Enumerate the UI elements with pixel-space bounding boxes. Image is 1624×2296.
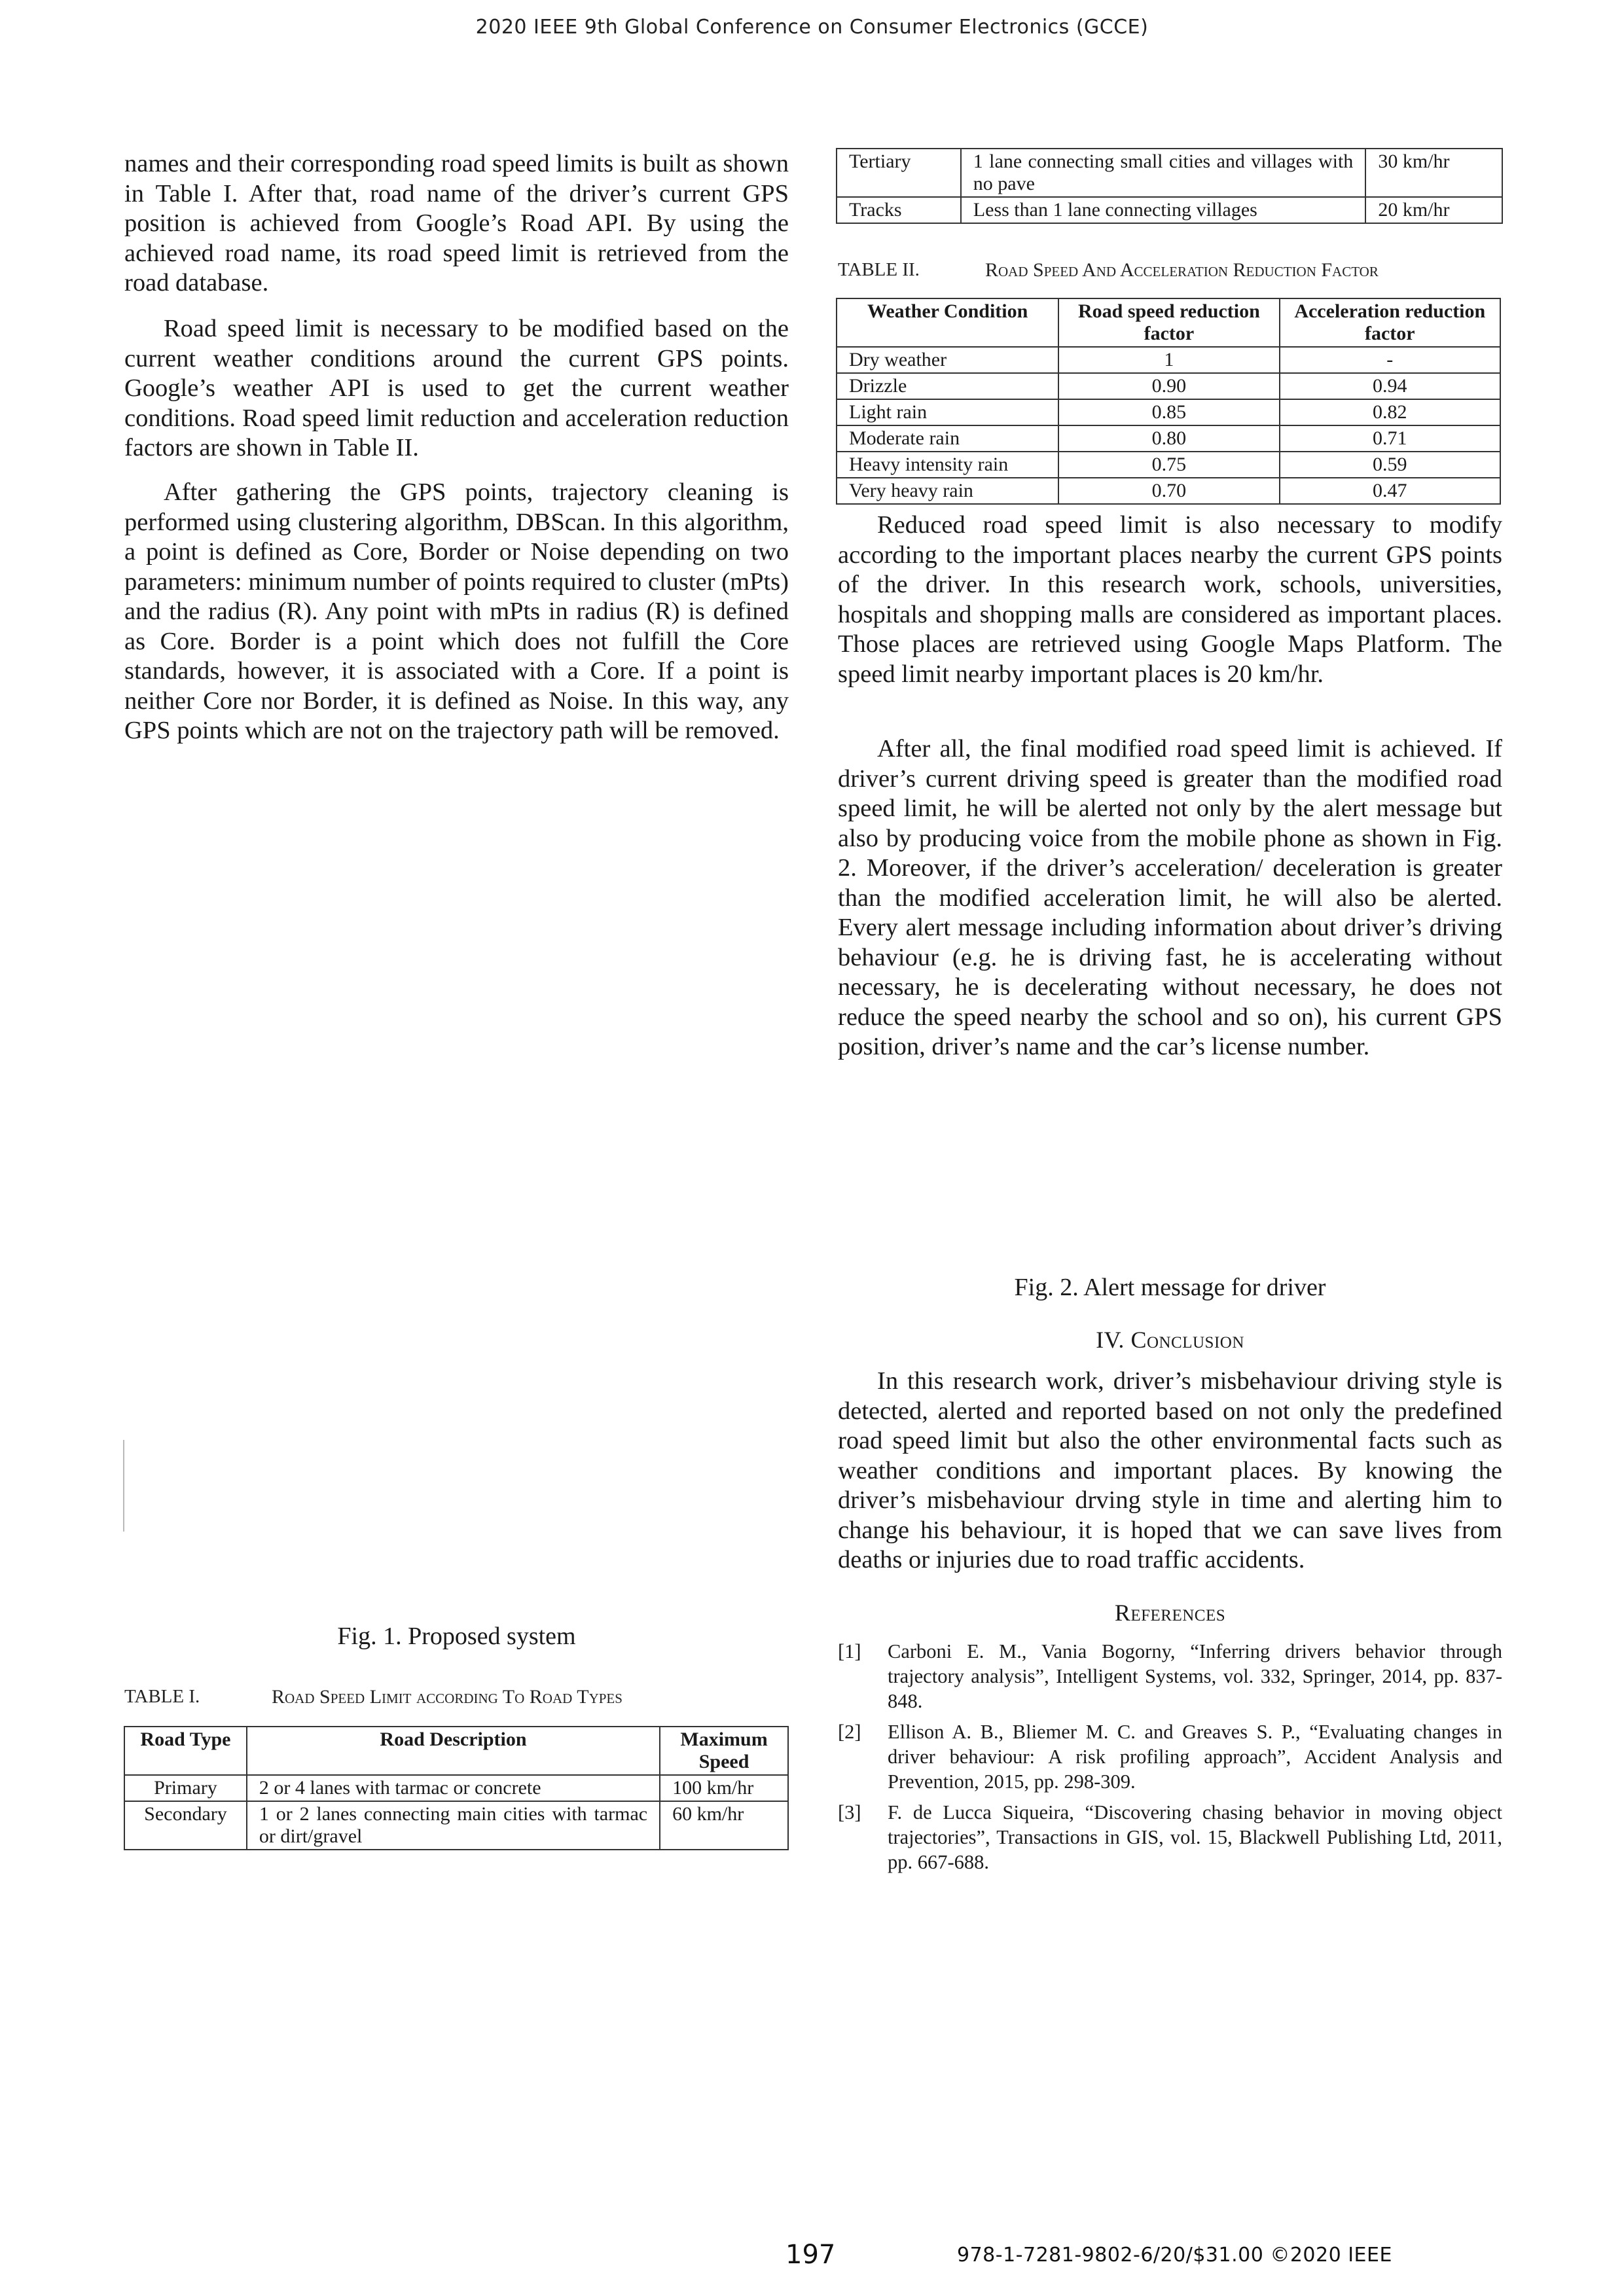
reference-item [838,1719,1502,1795]
left-paragraph-3: After gathering the GPS points, trajectory cleaning is performed using clustering algorithm, DBScan. In this algorithm, a point is defined as Core, Border or Noise depending on two parameters: minimum number of points required to cluster (mPts) and the radius (R). Any point with mPts in radius (R) is defined as Core. Border is a point which does not fulfill the Core standards, however, it is associated with a Core. If a point is neither Core nor Border, it is defined as Noise. In this way, any GPS points which are not on the trajectory path will be removed. [124,478,789,744]
reference-number: [2] [838,1721,861,1743]
table-header-cell: Acceleration reduction factor [1280,298,1500,347]
conference-header: 2020 IEEE 9th Global Conference on Consumer Electronics (GCCE) [475,16,1149,39]
table-header-cell: Road speed reduction factor [1058,298,1279,347]
table-cell: 0.71 [1280,425,1500,452]
table-cell: Tracks [837,197,961,223]
figure-2-caption: Fig. 2. Alert message for driver [1014,1274,1326,1301]
figure-1-caption: Fig. 1. Proposed system [337,1623,576,1650]
table-cell: Moderate rain [837,425,1058,452]
table-cell: Very heavy rain [837,478,1058,504]
figure-1-edge [123,1440,124,1532]
table-cell: Primary [124,1775,247,1801]
table-cell: 0.82 [1280,399,1500,425]
table-row [124,1801,788,1850]
reference-number: [3] [838,1801,861,1823]
table-2 [836,298,1501,505]
table-cell: 20 km/hr [1365,197,1502,223]
table-row [837,347,1500,373]
left-paragraph-2: Road speed limit is necessary to be modified based on the current weather conditions around the current GPS points. Google’s weather API is used to get the current weather conditions. Road speed limit reduction and acceleration reduction factors are shown in Table II. [124,315,789,461]
right-paragraph-1: Reduced road speed limit is also necessary to modify according to the important places nearby the current GPS points of the driver. In this research work, schools, universities, hospitals and shopping malls are considered as important places. Those places are retrieved using Google Maps Platform. The speed limit nearby important places is 20 km/hr. [838,511,1502,688]
table-cell: 0.59 [1280,452,1500,478]
table-row [837,425,1500,452]
table-cell: - [1280,347,1500,373]
table-cell: 100 km/hr [660,1775,788,1801]
reference-item [838,1800,1502,1875]
table-row [837,149,1502,197]
table-2-label: TABLE II. [838,259,920,280]
table-cell: Light rain [837,399,1058,425]
table-1-part-a [124,1726,789,1850]
table-cell: 2 or 4 lanes with tarmac or concrete [247,1775,660,1801]
table-cell: 0.75 [1058,452,1279,478]
table-cell: Tertiary [837,149,961,197]
conclusion-heading [838,1326,1502,1354]
table-row [837,452,1500,478]
table-row [837,373,1500,399]
table-cell: Heavy intensity rain [837,452,1058,478]
table-cell: Secondary [124,1801,247,1850]
table-header-cell: Weather Condition [837,298,1058,347]
table-row [837,399,1500,425]
table-cell: Drizzle [837,373,1058,399]
reference-text: Carboni E. M., Vania Bogorny, “Inferring drivers behavior through trajectory analysis”, Intelligent Systems, vol. 332, Springer, 2014, pp. 837-848. [888,1640,1502,1712]
table-cell: Less than 1 lane connecting villages [961,197,1366,223]
conclusion-paragraph: In this research work, driver’s misbehaviour driving style is detected, alerted and reported based on not only the predefined road speed limit but also the other environmental facts such as weather conditions and important places. By knowing the driver’s misbehaviour drving style in time and alerting him to change his behaviour, it is hoped that we can save lives from deaths or injuries due to road traffic accidents. [838,1367,1502,1573]
table-cell: 1 or 2 lanes connecting main cities with tarmac or dirt/gravel [247,1801,660,1850]
reference-text: Ellison A. B., Bliemer M. C. and Greaves S. P., “Evaluating changes in driver behaviour: A risk profiling approach”, Accident Analysis and Prevention, 2015, pp. 298-309. [888,1721,1502,1793]
table-row [837,197,1502,223]
table-header-cell: Road Type [124,1727,247,1775]
table-row [124,1775,788,1801]
table-cell: 60 km/hr [660,1801,788,1850]
conclusion-number: IV. [1096,1327,1125,1353]
table-2-header-row [837,298,1500,347]
table-cell: 1 [1058,347,1279,373]
table-cell: 0.90 [1058,373,1279,399]
table-cell: 0.80 [1058,425,1279,452]
table-header-cell: Road Description [247,1727,660,1775]
right-paragraph-2: After all, the final modified road speed limit is achieved. If driver’s current driving speed is greater than the modified road speed limit, he will be alerted not only by the alert message but also by producing voice from the mobile phone as shown in Fig. 2. Moreover, if the driver’s acceleration/ deceleration is greater than the modified acceleration limit, he will also be alerted. Every alert message including information about driver’s driving behaviour (e.g. he is driving fast, he is accelerating without necessary, he is decelerating without necessary, he does not reduce the speed nearby the school and so on), his current GPS position, driver’s name and the car’s license number. [838,735,1502,1060]
copyright-line: 978-1-7281-9802-6/20/$31.00 ©2020 IEEE [957,2244,1392,2267]
conclusion-title: Conclusion [1130,1327,1244,1353]
reference-text: F. de Lucca Siqueira, “Discovering chasing behavior in moving object trajectories”, Transactions in GIS, vol. 15, Blackwell Publishing Ltd, 2011, pp. 667-688. [888,1801,1502,1873]
table-row [837,478,1500,504]
reference-item [838,1639,1502,1714]
table-1-header-row [124,1727,788,1775]
left-paragraph-1: names and their corresponding road speed limits is built as shown in Table I. After that, road name of the driver’s current GPS position is achieved from Google’s Road API. By using the achieved road name, its road speed limit is retrieved from the road database. [124,150,789,296]
reference-number: [1] [838,1640,861,1662]
table-cell: 0.94 [1280,373,1500,399]
table-cell: Dry weather [837,347,1058,373]
table-2-title: Road Speed And Acceleration Reduction Factor [985,259,1379,281]
table-1-part-b [836,148,1503,224]
table-cell: 30 km/hr [1365,149,1502,197]
references-heading: References [1114,1600,1226,1626]
page-number: 197 [785,2240,836,2270]
table-cell: 0.47 [1280,478,1500,504]
table-header-cell: Maximum Speed [660,1727,788,1775]
table-1-title: Road Speed Limit according To Road Types [272,1686,623,1708]
table-cell: 1 lane connecting small cities and villages with no pave [961,149,1366,197]
table-1-label: TABLE I. [124,1686,200,1707]
table-cell: 0.85 [1058,399,1279,425]
table-cell: 0.70 [1058,478,1279,504]
